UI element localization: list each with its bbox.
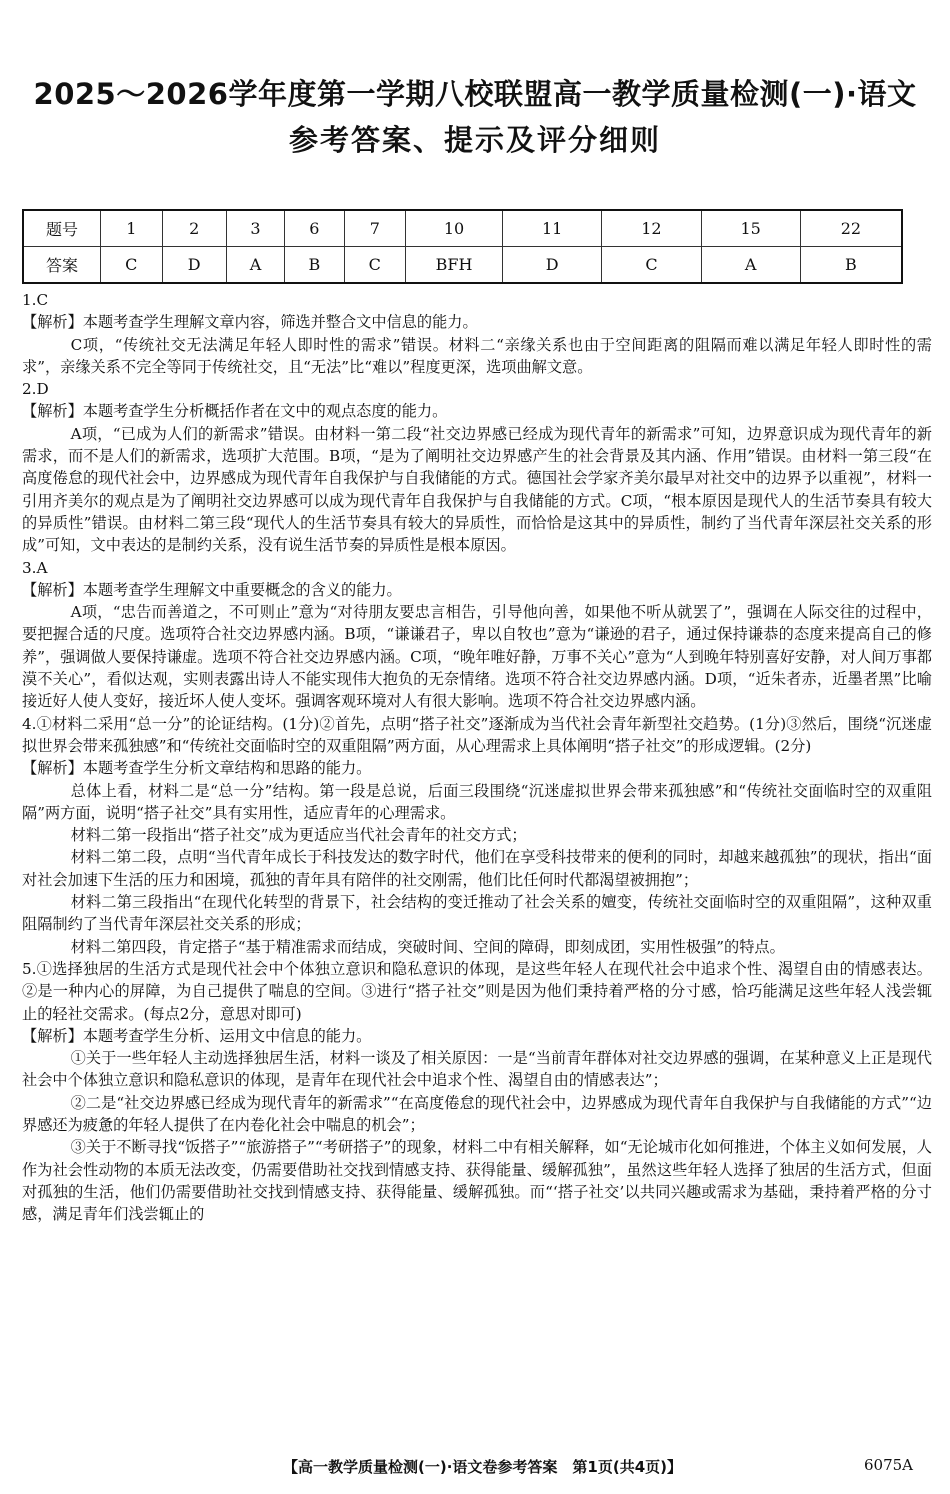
- footer-code: 6075A: [864, 1456, 914, 1474]
- answer-cell: D: [162, 247, 226, 284]
- answer-cell: D: [503, 247, 602, 284]
- answer-cell: B: [285, 247, 344, 284]
- answer-line: 4.①材料二采用“总一分”的论证结构。(1分)②首先，点明“搭子社交”逐渐成为当代社会青年新型社交趋势。(1分)③然后，围绕“沉迷虚拟世界会带来孤独感”和“传统社交面临时空的双重阻隔”两方面，从心理需求上具体阐明“搭子社交”的形成逻辑。(2分): [22, 714, 932, 755]
- question-number: 6: [285, 210, 344, 247]
- explanation-paragraph: 材料二第二段，点明“当代青年成长于科技发达的数字时代，他们在享受科技带来的便利的同时，却越来越孤独”的现状，指出“面对社会加速下生活的压力和困境，孤独的青年具有陪伴的社交刚需，他们比任何时代都渴望被拥抱”；: [22, 848, 932, 889]
- explanation-paragraph: 总体上看，材料二是“总一分”结构。第一段是总说，后面三段围绕“沉迷虚拟世界会带来孤独感”和“传统社交面临时空的双重阻隔”两方面，说明“搭子社交”具有实用性，适应青年的心理需求。: [22, 781, 932, 822]
- answer-table: [22, 209, 903, 284]
- answer-line: 5.①选择独居的生活方式是现代社会中个体独立意识和隐私意识的体现，是这些年轻人在现代社会中追求个性、渴望自由的情感表达。②是一种内心的屏障，为自己提供了喘息的空间。③进行“搭子社交”则是因为他们秉持着严格的分寸感，恰巧能满足这些年轻人浅尝辄止的轻社交需求。(每点2分，意思对即可): [22, 959, 932, 1023]
- question-number: 7: [344, 210, 406, 247]
- explanation-paragraph: ②二是“社交边界感已经成为现代青年的新需求”“在高度倦怠的现代社会中，边界感成为现代青年自我保护与自我储能的方式”“边界感还为疲惫的年轻人提供了在内卷化社会中喘息的机会”；: [22, 1093, 932, 1134]
- question-number: 1: [101, 210, 163, 247]
- explanation-paragraph: A项，“已成为人们的新需求”错误。由材料一第二段“社交边界感已经成为现代青年的新需求”可知，边界意识成为现代青年的新需求，而不是人们的新需求，选项扩大范围。B项，“是为了阐明社交边界感产生的社会背景及其内涵、作用”错误。由材料一第三段“在高度倦怠的现代社会中，边界感成为现代青年自我保护与自我储能的方式。德国社会学家齐美尔最早对社交中的边界予以重视”，材料一引用齐美尔的观点是为了阐明社交边界感可以成为现代青年自我保护与自我储能的方式。C项，“根本原因是现代人的生活节奏具有较大的异质性”错误。由材料二第三段“现代人的生活节奏具有较大的异质性，而恰恰是这其中的异质性，制约了当代青年深层社交关系的形成”可知，文中表达的是制约关系，没有说生活节奏的异质性是根本原因。: [22, 424, 932, 555]
- question-number: 10: [406, 210, 503, 247]
- question-number: 11: [503, 210, 602, 247]
- answer-line: 【解析】本题考查学生理解文中重要概念的含义的能力。: [22, 580, 402, 599]
- page-subtitle: 参考答案、提示及评分细则: [288, 123, 661, 157]
- row-label-answers: 答案: [23, 247, 101, 284]
- question-number: 15: [701, 210, 800, 247]
- row-label-numbers: 题号: [23, 210, 101, 247]
- explanation-paragraph: ③关于不断寻找“饭搭子”“旅游搭子”“考研搭子”的现象，材料二中有相关解释，如“无论城市化如何推进，个体主义如何发展，人作为社会性动物的本质无法改变，仍需要借助社交找到情感支持、获得能量、缓解孤独”，虽然这些年轻人选择了独居的生活方式，但面对孤独的生活，他们仍需要借助社交找到情感支持、获得能量、缓解孤独。而“‘搭子社交’以共同兴趣或需求为基础，秉持着严格的分寸感，满足青年们浅尝辄止的: [22, 1138, 932, 1224]
- answer-table-row-answers: [23, 247, 902, 284]
- answer-line: 【解析】本题考查学生分析概括作者在文中的观点态度的能力。: [22, 402, 448, 421]
- answer-line: 3.A: [22, 558, 48, 577]
- answer-line: 1.C: [22, 291, 49, 309]
- answer-cell: C: [602, 247, 701, 284]
- answer-line: 【解析】本题考查学生分析文章结构和思路的能力。: [22, 759, 372, 778]
- answer-line: 【解析】本题考查学生理解文章内容，筛选并整合文中信息的能力。: [22, 313, 478, 332]
- question-number: 2: [162, 210, 226, 247]
- footer-title: 【高一教学质量检测(一)·语文卷参考答案 第1页(共4页)】: [283, 1458, 682, 1476]
- answer-cell: BFH: [406, 247, 503, 284]
- answer-cell: A: [701, 247, 800, 284]
- answer-cell: B: [800, 247, 902, 284]
- answer-cell: A: [226, 247, 284, 284]
- answer-line: 【解析】本题考查学生分析、运用文中信息的能力。: [22, 1026, 372, 1045]
- answer-cell: C: [101, 247, 163, 284]
- page-title: 2025～2026学年度第一学期八校联盟高一教学质量检测(一)·语文: [33, 77, 917, 111]
- explanation-paragraph: A项，“忠告而善道之，不可则止”意为“对待朋友要忠言相告，引导他向善，如果他不听从就罢了”，强调在人际交往的过程中，要把握合适的尺度。选项符合社交边界感内涵。B项，“谦谦君子，卑以自牧也”意为“谦逊的君子，通过保持谦恭的态度来提高自己的修养”，强调做人要保持谦虚。选项不符合社交边界感内涵。C项，“晚年唯好静，万事不关心”意为“人到晚年特别喜好安静，对人间万事都漠不关心”，看似达观，实则表露出诗人不能实现伟大抱负的无奈情绪。选项不符合社交边界感内涵。D项，“近朱者赤，近墨者黑”比喻接近好人使人变好，接近坏人使人变坏。强调客观环境对人有很大影响。选项不符合社交边界感内涵。: [22, 603, 932, 711]
- answer-cell: C: [344, 247, 406, 284]
- answer-explanations: [22, 289, 932, 1225]
- question-number: 3: [226, 210, 284, 247]
- explanation-paragraph: ①关于一些年轻人主动选择独居生活，材料一谈及了相关原因：一是“当前青年群体对社交边界感的强调，在某种意义上正是现代社会中个体独立意识和隐私意识的体现，是青年在现代社会中追求个性、渴望自由的情感表达”；: [22, 1049, 932, 1090]
- explanation-paragraph: 材料二第四段，肯定搭子“基于精准需求而结成，突破时间、空间的障碍，即刻成团，实用性极强”的特点。: [70, 937, 785, 956]
- answer-table-row-numbers: [23, 210, 902, 247]
- explanation-paragraph: 材料二第三段指出“在现代化转型的背景下，社会结构的变迁推动了社会关系的嬗变，传统社交面临时空的双重阻隔”，这种双重阻隔制约了当代青年深层社交关系的形成；: [22, 893, 932, 934]
- explanation-paragraph: 材料二第一段指出“搭子社交”成为更适应当代社会青年的社交方式；: [70, 826, 527, 845]
- explanation-paragraph: C项，“传统社交无法满足年轻人即时性的需求”错误。材料二“亲缘关系也由于空间距离的阻隔而难以满足年轻人即时性的需求”，亲缘关系不完全等同于传统社交，且“无法”比“难以”程度更深，选项曲解文意。: [22, 335, 932, 376]
- question-number: 12: [602, 210, 701, 247]
- question-number: 22: [800, 210, 902, 247]
- answer-line: 2.D: [22, 380, 49, 399]
